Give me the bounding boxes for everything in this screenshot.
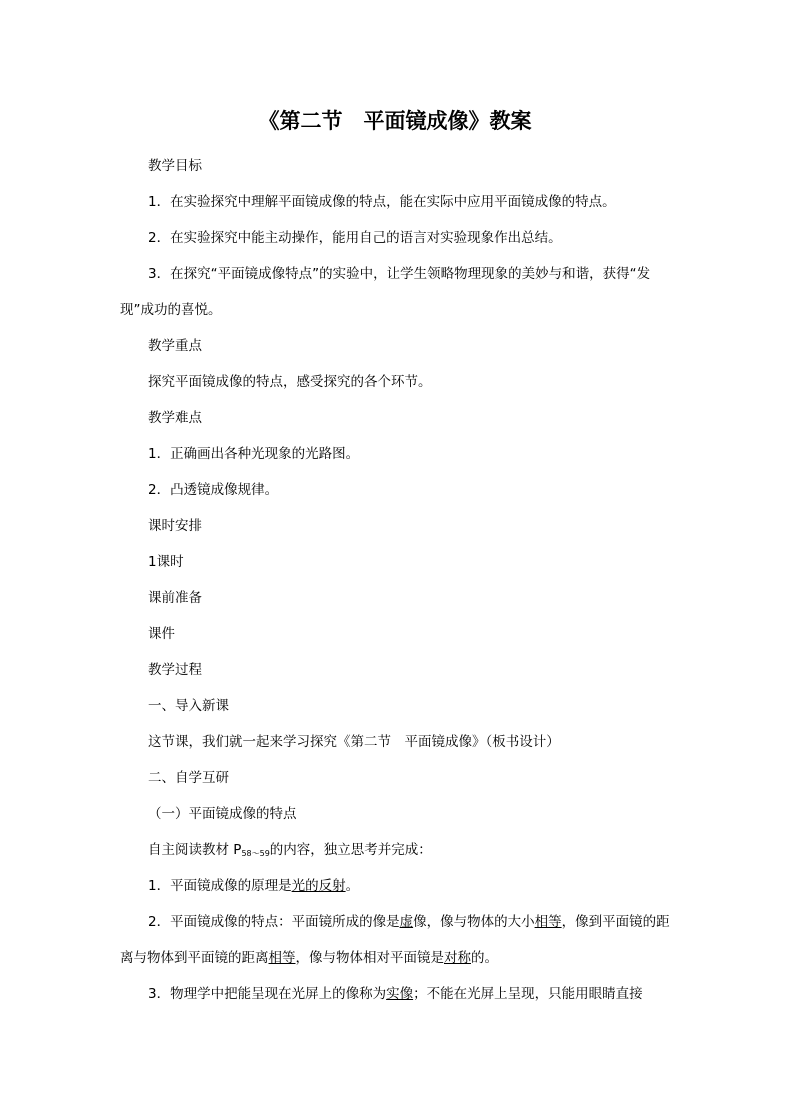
section-self-study-heading: 二、自学互研 xyxy=(148,770,229,786)
document-title: 《第二节 平面镜成像》教案 xyxy=(258,108,532,133)
preparation-text: 课件 xyxy=(148,626,175,642)
subsection-heading: （一）平面镜成像的特点 xyxy=(148,806,297,822)
answer-blank: 相等 xyxy=(534,914,562,930)
reading-instruction-text-b: 的内容，独立思考并完成： xyxy=(269,842,432,858)
question-1-end: 。 xyxy=(345,878,360,894)
answer-blank: 对称 xyxy=(444,950,471,966)
question-1 xyxy=(120,868,680,904)
question-2-text-a: 2．平面镜成像的特点：平面镜所成的像是 xyxy=(148,914,400,930)
answer-blank: 实像 xyxy=(386,986,414,1002)
reading-instruction-text-a: 自主阅读教材 P xyxy=(148,842,242,858)
goal-item-3: 3．在探究“平面镜成像特点”的实验中，让学生领略物理现象的美妙与和谐，获得“发现”成功的喜悦。 xyxy=(120,266,651,318)
question-2 xyxy=(120,904,680,976)
heading-teaching-goals: 教学目标 xyxy=(148,158,202,174)
heading-preparation: 课前准备 xyxy=(148,590,202,606)
question-3-text-a: 3．物理学中把能呈现在光屏上的像称为 xyxy=(148,986,387,1002)
heading-schedule: 课时安排 xyxy=(148,518,202,534)
difficulty-item-2: 2．凸透镜成像规律。 xyxy=(148,482,279,498)
question-2-text-e: 的。 xyxy=(471,950,498,966)
section-intro-heading: 一、导入新课 xyxy=(148,698,229,714)
answer-blank: 光的反射 xyxy=(291,878,346,894)
question-2-text-d: ，像与物体相对平面镜是 xyxy=(295,950,444,966)
question-2-text-b: 像，像与物体的大小 xyxy=(413,914,535,930)
goal-item-2: 2．在实验探究中能主动操作，能用自己的语言对实验现象作出总结。 xyxy=(148,230,562,246)
section-intro-text: 这节课，我们就一起来学习探究《第二节 平面镜成像》（板书设计） xyxy=(148,734,560,750)
answer-blank: 相等 xyxy=(268,950,296,966)
schedule-text: 1课时 xyxy=(148,554,184,570)
question-3-text-b: ；不能在光屏上呈现，只能用眼睛直接 xyxy=(413,986,643,1002)
goal-item-1: 1．在实验探究中理解平面镜成像的特点，能在实际中应用平面镜成像的特点。 xyxy=(148,194,616,210)
question-3 xyxy=(120,976,680,1012)
question-2-text-c: ，像到平面镜的距离与物体到平面镜的距离 xyxy=(120,914,670,966)
difficulty-item-1: 1．正确画出各种光现象的光路图。 xyxy=(148,446,360,462)
reading-instruction xyxy=(120,832,680,872)
answer-blank: 虚 xyxy=(399,914,414,930)
heading-process: 教学过程 xyxy=(148,662,202,678)
heading-difficulties: 教学难点 xyxy=(148,410,202,426)
key-point-text: 探究平面镜成像的特点，感受探究的各个环节。 xyxy=(148,374,432,390)
heading-key-points: 教学重点 xyxy=(148,338,202,354)
question-1-text: 1．平面镜成像的原理是 xyxy=(148,878,292,894)
page-range-subscript: 58～59 xyxy=(241,849,270,858)
